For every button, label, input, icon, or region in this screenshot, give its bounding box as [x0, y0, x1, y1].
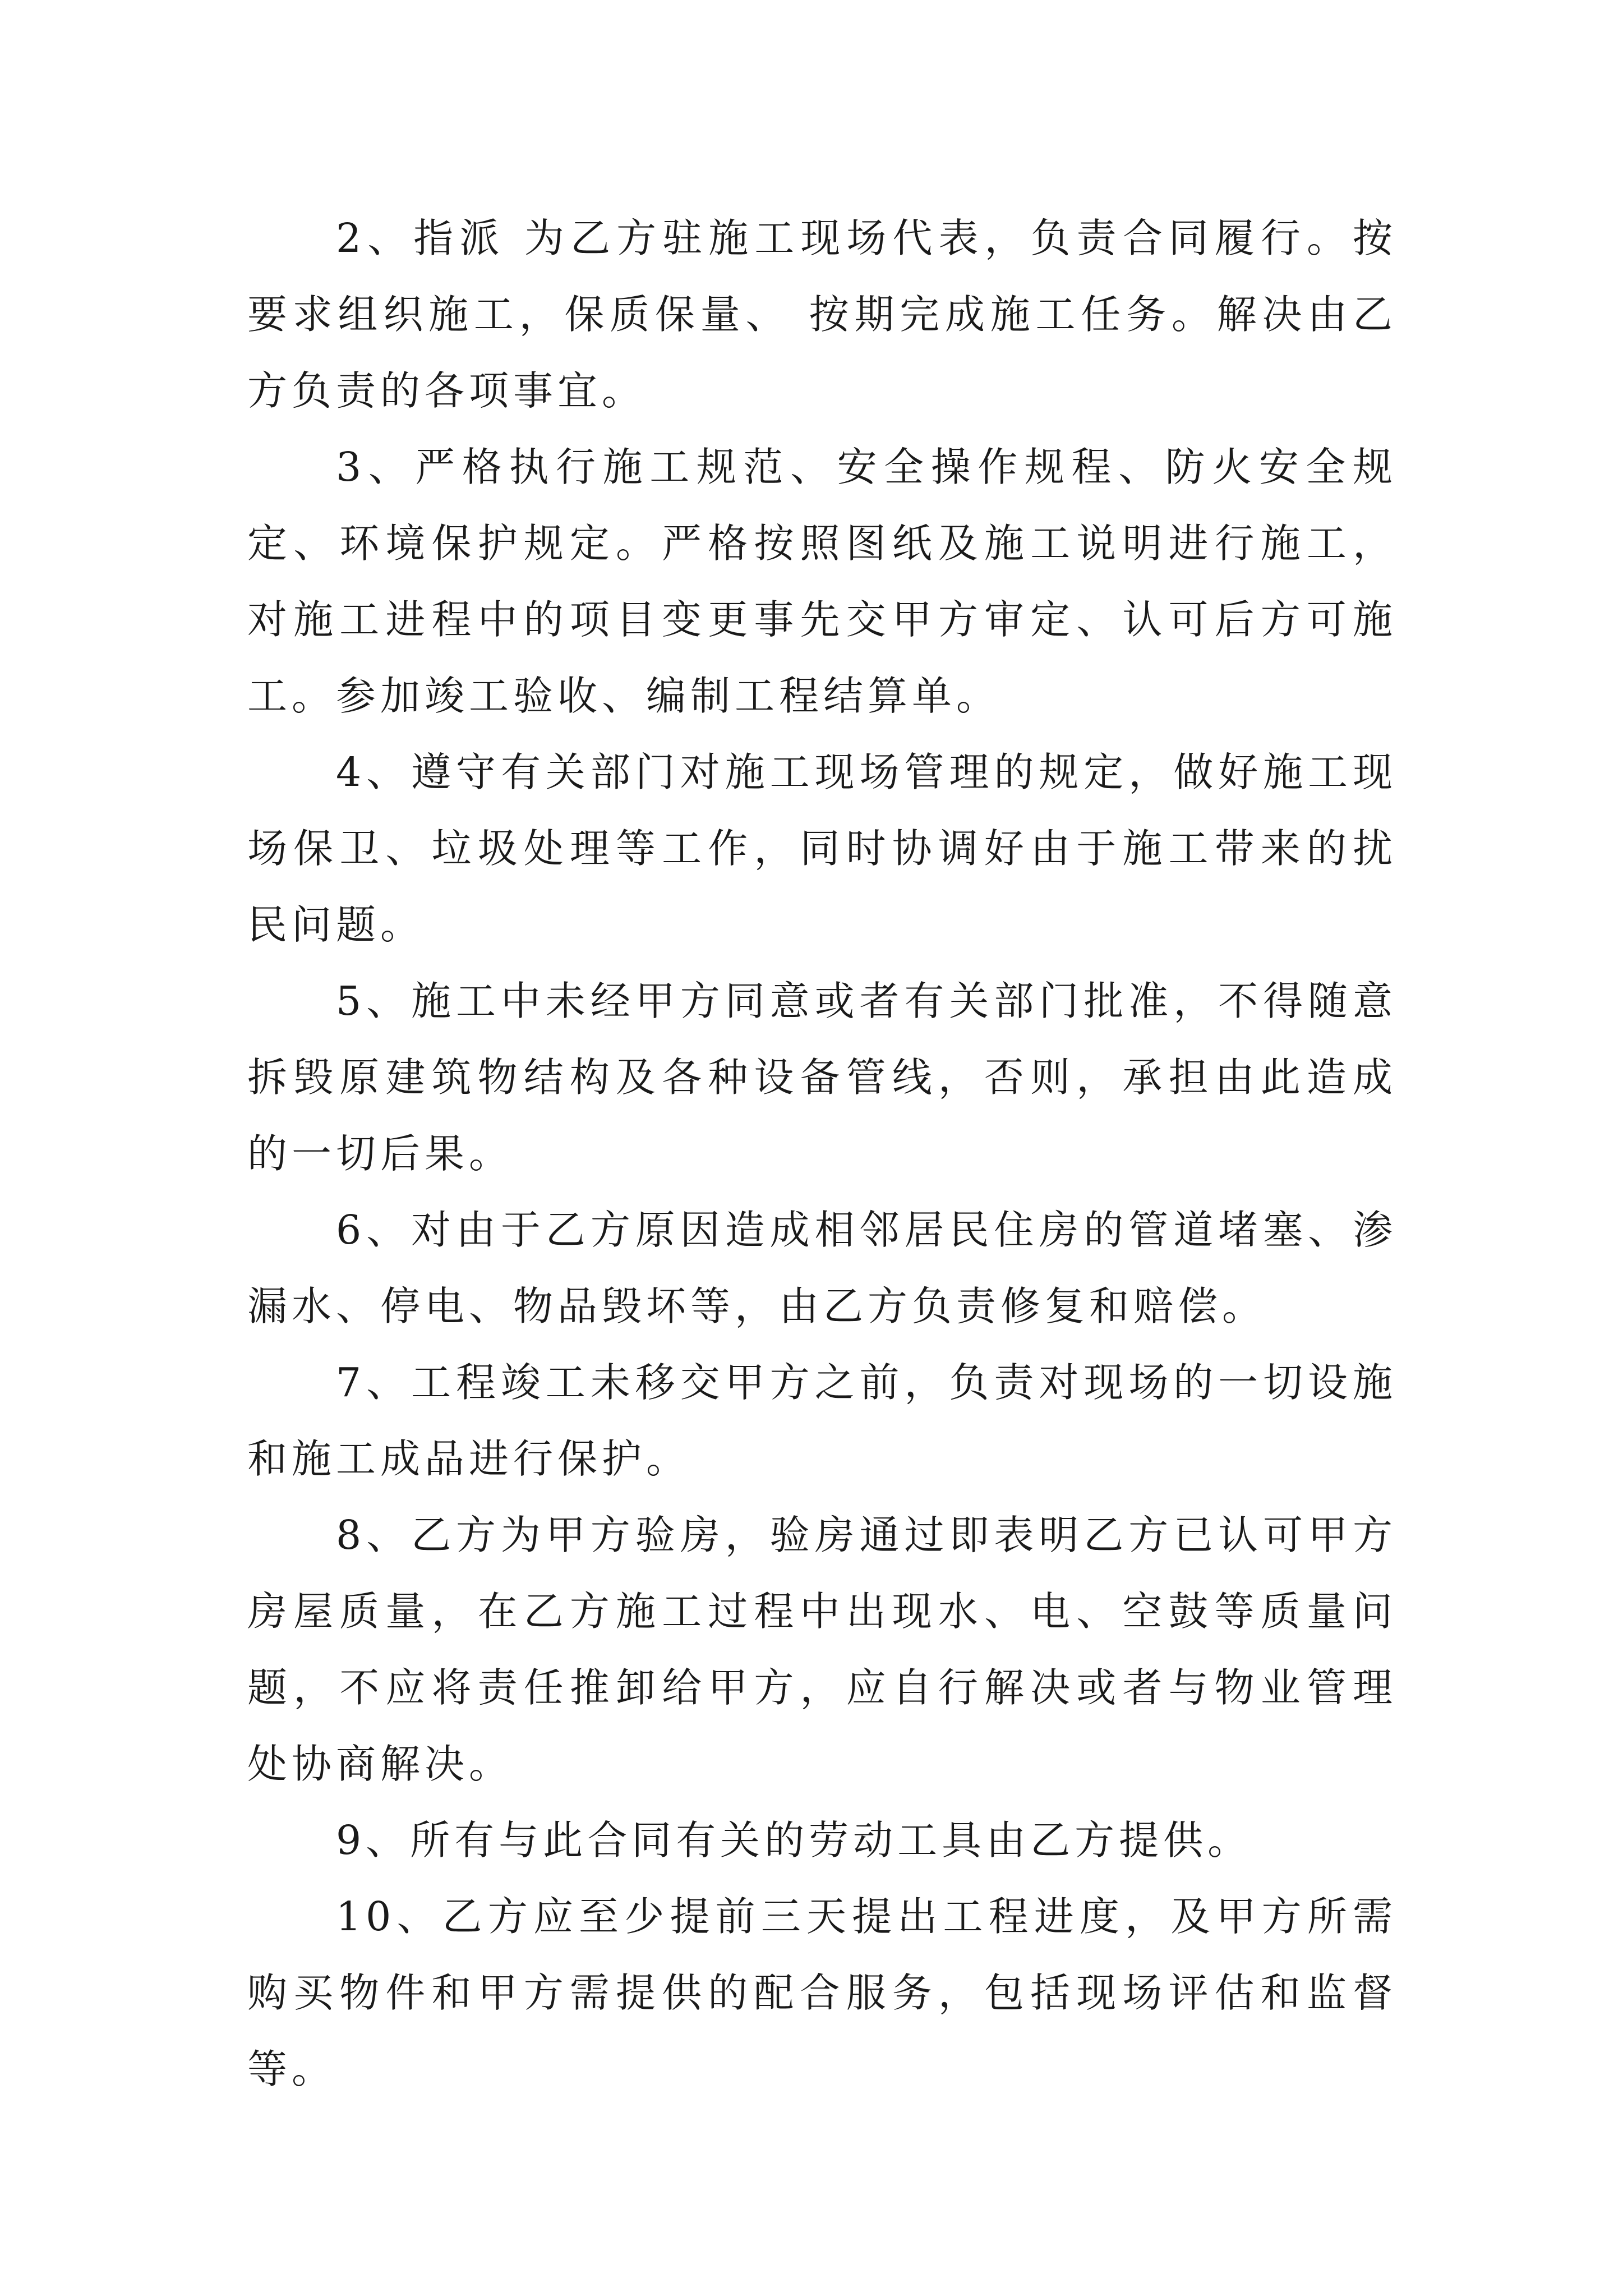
contract-body [247, 200, 1397, 2108]
clause-10: 10、乙方应至少提前三天提出工程进度，及甲方所需购买物件和甲方需提供的配合服务，包括现场评估和监督等。 [247, 1893, 1397, 2092]
clause-7: 7、工程竣工未移交甲方之前，负责对现场的一切设施和施工成品进行保护。 [247, 1359, 1397, 1482]
clause-8: 8、乙方为甲方验房，验房通过即表明乙方已认可甲方房屋质量，在乙方施工过程中出现水、电、空鼓等质量问题，不应将责任推卸给甲方，应自行解决或者与物业管理处协商解决。 [247, 1512, 1397, 1787]
clause-2: 2、指派 为乙方驻施工现场代表，负责合同履行。按要求组织施工，保质保量、 按期完成施工任务。解决由乙方负责的各项事宜。 [247, 215, 1397, 414]
clause-3: 3、严格执行施工规范、安全操作规程、防火安全规定、环境保护规定。严格按照图纸及施工说明进行施工，对施工进程中的项目变更事先交甲方审定、认可后方可施工。参加竣工验收、编制工程结算单。 [247, 444, 1397, 719]
clause-4: 4、遵守有关部门对施工现场管理的规定，做好施工现场保卫、垃圾处理等工作，同时协调好由于施工带来的扰民问题。 [247, 749, 1397, 948]
clause-9: 9、所有与此合同有关的劳动工具由乙方提供。 [336, 1817, 1252, 1864]
clause-5: 5、施工中未经甲方同意或者有关部门批准，不得随意拆毁原建筑物结构及各种设备管线，否则，承担由此造成的一切后果。 [247, 978, 1397, 1177]
clause-6: 6、对由于乙方原因造成相邻居民住房的管道堵塞、渗漏水、停电、物品毁坏等，由乙方负责修复和赔偿。 [247, 1207, 1397, 1329]
